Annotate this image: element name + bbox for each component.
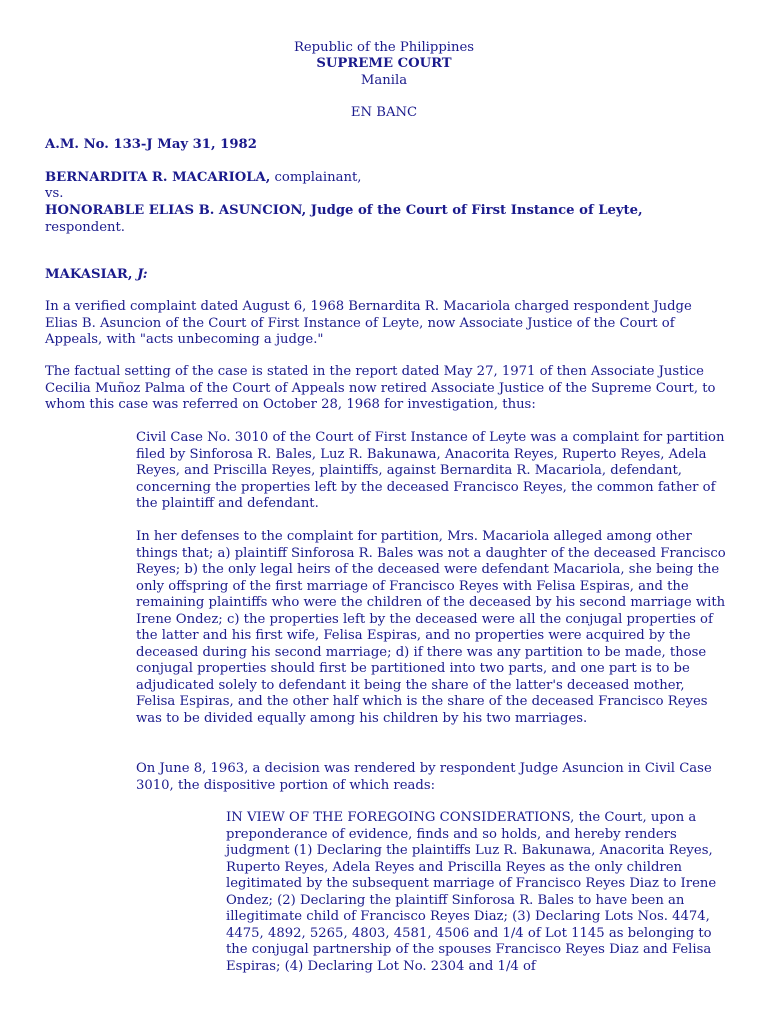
- ponente-line: [45, 267, 725, 284]
- respondent-role: respondent.: [45, 219, 125, 235]
- quoted-paragraph-1: Civil Case No. 3010 of the Court of First Instance of Leyte was a complaint for partition filed by Sinforosa R. Bales, Luz R. Bakunawa, Anacorita Reyes, Ruperto Reyes, Adela Reyes, and Priscilla Reyes, plaintiffs, against Bernardita R. Macariola, defendant, concerning the properties left by the deceased Francisco Reyes, the common father of the plaintiff and defendant.: [136, 430, 725, 511]
- versus-line: vs.: [45, 186, 64, 201]
- paragraph-1: In a verified complaint dated August 6, 1968 Bernardita R. Macariola charged respondent Judge Elias B. Asuncion of the Court of First Instance of Leyte, now Associate Justice of the Court of Appeals, with "acts unbecoming a judge.": [45, 299, 692, 347]
- header-division: EN BANC: [350, 105, 418, 120]
- header-court: SUPREME COURT: [316, 56, 452, 71]
- ponente-title: J:: [137, 267, 148, 282]
- complainant-name: BERNARDITA R. MACARIOLA,: [45, 170, 271, 185]
- paragraph-2: The factual setting of the case is stated in the report dated May 27, 1971 of then Associate Justice Cecilia Muñoz Palma of the Court of Appeals now retired Associate Justice of the Supreme Court, to whom this case was referred on October 28, 1968 for investigation, thus:: [45, 364, 716, 412]
- header-city: Manila: [360, 73, 408, 88]
- complainant-line: [45, 170, 725, 187]
- dispositive-quote: IN VIEW OF THE FOREGOING CONSIDERATIONS, the Court, upon a preponderance of evidence, finds and so holds, and hereby renders judgment (1) Declaring the plaintiffs Luz R. Bakunawa, Anacorita Reyes, Ruperto Reyes, Adela Reyes and Priscilla Reyes as the only children legitimated by the subsequent marriage of Francisco Reyes Diaz to Irene Ondez; (2) Declaring the plaintiff Sinforosa R. Bales to have been an illegitimate child of Francisco Reyes Diaz; (3) Declaring Lots Nos. 4474, 4475, 4892, 5265, 4803, 4581, 4506 and 1/4 of Lot 1145 as belonging to the conjugal partnership of the spouses Francisco Reyes Diaz and Felisa Espiras; (4) Declaring Lot No. 2304 and 1/4 of: [226, 810, 717, 974]
- quoted-paragraph-2: In her defenses to the complaint for partition, Mrs. Macariola alleged among other things that; a) plaintiff Sinforosa R. Bales was not a daughter of the deceased Francisco Reyes; b) the only legal heirs of the deceased were defendant Macariola, she being the only offspring of the first marriage of Francisco Reyes with Felisa Espiras, and the remaining plaintiffs who were the children of the deceased by his second marriage with Irene Ondez; c) the properties left by the deceased were all the conjugal properties of the latter and his first wife, Felisa Espiras, and no properties were acquired by the deceased during his second marriage; d) if there was any partition to be made, those conjugal properties should first be partitioned into two parts, and one part is to be adjudicated solely to defendant it being the share of the latter's deceased mother, Felisa Espiras, and the other half which is the share of the deceased Francisco Reyes was to be divided equally among his children by his two marriages.: [136, 529, 726, 726]
- respondent-line: [45, 203, 725, 236]
- respondent-name: HONORABLE ELIAS B. ASUNCION, Judge of the Court of First Instance of Leyte,: [45, 203, 643, 218]
- ponente-name: MAKASIAR,: [45, 267, 138, 282]
- header-republic: Republic of the Philippines: [293, 40, 475, 55]
- quoted-paragraph-3: On June 8, 1963, a decision was rendered by respondent Judge Asuncion in Civil Case 3010, the dispositive portion of which reads:: [136, 761, 712, 793]
- complainant-role: complainant,: [270, 170, 362, 185]
- case-number-date: A.M. No. 133-J May 31, 1982: [45, 137, 257, 152]
